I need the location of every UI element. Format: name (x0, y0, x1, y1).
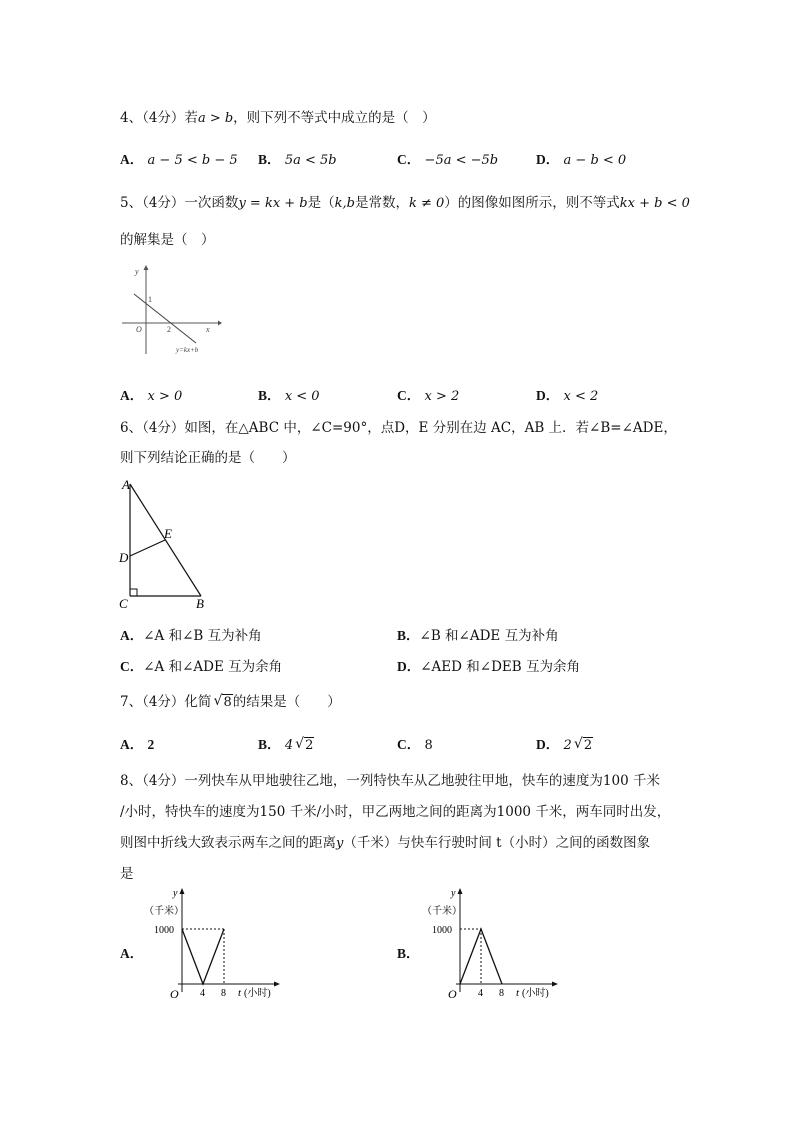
q7-sqrt-expression: √ 8 (213, 695, 232, 710)
q5-stem-line2: 的解集是（ ） (120, 232, 215, 248)
q5-function: y = kx + b (238, 196, 308, 211)
q6-stem-line1: 6、（4分）如图，在△ABC 中，∠C=90°，点D，E 分别在边 AC，AB 上．若∠B=∠ADE， (120, 420, 677, 436)
q8b-x-tick-4: 4 (478, 988, 483, 999)
q5-origin-label: O (136, 325, 142, 334)
q6-figure-triangle (114, 474, 214, 614)
q5-y-intercept-label: 1 (148, 295, 152, 304)
q6-right-angle-mark (130, 589, 137, 596)
q6-stem-line2: 则下列结论正确的是（ ） (120, 450, 296, 466)
q7-option-c[interactable]: C． 8 (397, 737, 433, 753)
q6-option-b[interactable]: B．∠B 和∠ADE 互为补角 (397, 628, 559, 644)
q4-stem-suffix: ，则下列不等式中成立的是（ ） (233, 110, 436, 126)
q5-inequality: kx + b < 0 (619, 196, 690, 211)
q5-option-a[interactable]: A． x > 0 (120, 388, 183, 404)
q6-segment-de (130, 540, 165, 556)
q8a-x-tick-4: 4 (200, 988, 205, 999)
q4-stem-prefix: 4、（4分）若 (120, 110, 198, 126)
q7-option-b[interactable]: B． 4√ 2 (258, 733, 314, 753)
q8b-x-label-unit: (小时) (522, 988, 549, 999)
q8a-x-label-unit: (小时) (244, 988, 271, 999)
q8-option-b-graph[interactable] (418, 884, 568, 1004)
q4-option-c[interactable]: C． −5a < −5b (397, 152, 499, 168)
q8-option-a-label[interactable]: A． (120, 946, 144, 961)
q5-line-label: y=kx+b (176, 346, 199, 354)
q8b-y-unit: （千米） (422, 906, 462, 917)
q5-x-label: x (206, 325, 210, 334)
q5-option-d[interactable]: D． x < 2 (536, 388, 599, 404)
q4-option-d[interactable]: D． a − b < 0 (536, 152, 627, 168)
q4-option-b[interactable]: B． 5a < 5b (258, 152, 337, 168)
q5-function-line (134, 294, 196, 343)
q5-option-c[interactable]: C． x > 2 (397, 388, 460, 404)
q8a-distance-polyline (182, 929, 224, 984)
q8a-y-unit: （千米） (144, 906, 184, 917)
q5-stem-line1: 5、（4分）一次函数y = kx + b是（k,b是常数，k ≠ 0）的图像如图所示，则不等式kx + b < 0 (120, 195, 690, 211)
q5-option-b[interactable]: B． x < 0 (258, 388, 320, 404)
q8b-origin-label: O (448, 987, 457, 1001)
q7-option-d[interactable]: D． 2√ 2 (536, 733, 593, 753)
q4-option-a[interactable]: A． a − 5 < b − 5 (120, 152, 238, 168)
q8a-x-label-var: t (238, 987, 242, 999)
q8b-y-value: 1000 (432, 925, 452, 936)
q6-label-e: E (164, 526, 172, 541)
q8b-y-label: y (451, 888, 456, 899)
q8-option-a-graph[interactable] (140, 884, 290, 1004)
q7-stem: 7、（4分）化简√ 8的结果是（ ） (120, 690, 341, 710)
q5-y-arrow-icon (144, 265, 149, 270)
q6-label-b: B (196, 596, 204, 611)
q6-label-a: A (122, 477, 130, 492)
q8a-y-arrow-icon (180, 888, 185, 894)
q6-option-d[interactable]: D．∠AED 和∠DEB 互为余角 (397, 659, 580, 675)
q5-x-intercept-label: 2 (167, 325, 171, 334)
q8a-origin-label: O (170, 987, 179, 1001)
q8a-x-tick-8: 8 (221, 988, 226, 999)
q8-stem-line1: 8、（4分）一列快车从甲地驶往乙地，一列特快车从乙地驶往甲地，快车的速度为100 千米 (120, 773, 660, 789)
q8b-x-tick-8: 8 (499, 988, 504, 999)
q8a-y-value: 1000 (154, 925, 174, 936)
q6-label-c: C (119, 596, 128, 611)
q6-option-a[interactable]: A．∠A 和∠B 互为补角 (120, 628, 262, 644)
q5-figure-linear-graph (120, 262, 222, 358)
q7-option-a[interactable]: A． 2 (120, 737, 155, 752)
q8a-x-arrow-icon (274, 982, 280, 987)
q8-stem-line2: /小时，特快车的速度为150 千米/小时，甲乙两地之间的距离为1000 千米，两车同时出发， (120, 804, 671, 820)
q4-condition: a > b (197, 111, 234, 126)
q8a-y-label: y (173, 888, 178, 899)
q5-x-arrow-icon (218, 321, 222, 326)
q8-option-b-label[interactable]: B． (397, 946, 420, 961)
q4-stem (120, 106, 436, 126)
q8-stem-line3: 则图中折线大致表示两车之间的距离y（千米）与快车行驶时间 t（小时）之间的函数图象 (120, 835, 651, 851)
q8b-x-arrow-icon (552, 982, 558, 987)
q8b-x-label-var: t (516, 987, 520, 999)
q5-y-label: y (135, 267, 139, 276)
q8-stem-line4: 是 (120, 866, 134, 882)
q6-option-c[interactable]: C．∠A 和∠ADE 互为余角 (120, 659, 283, 675)
q6-label-d: D (119, 550, 129, 565)
q8b-y-arrow-icon (458, 888, 463, 894)
